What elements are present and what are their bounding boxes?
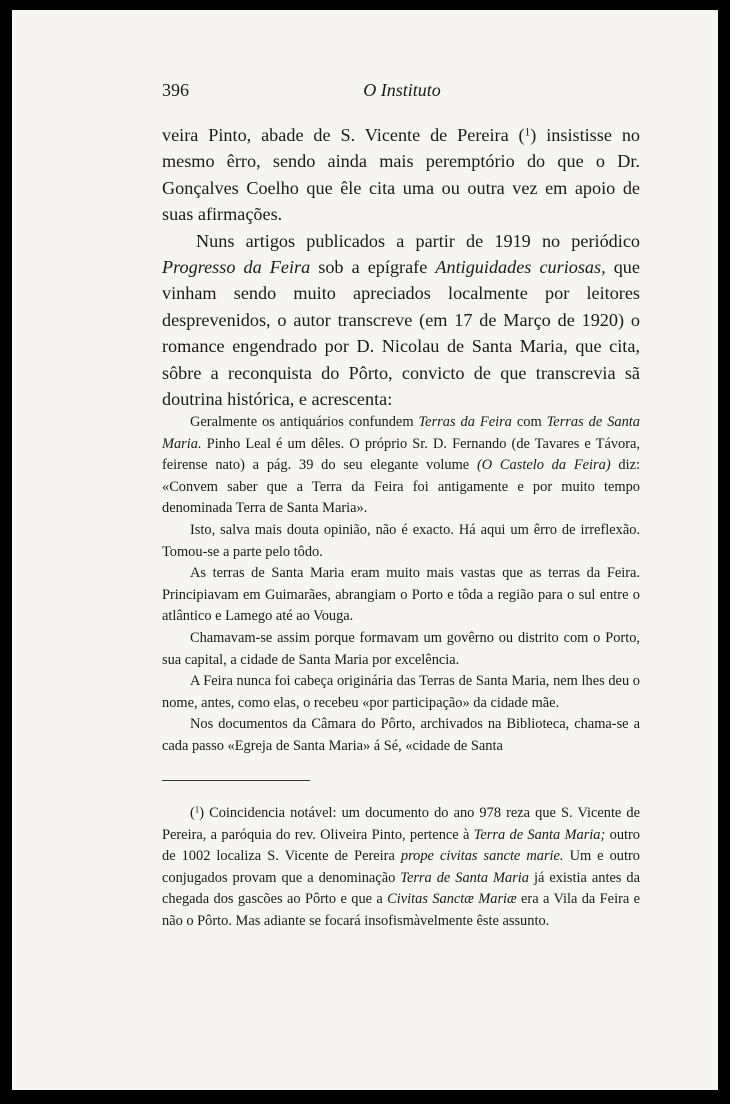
page-header — [162, 80, 642, 108]
footnote: ($^1$) Coincidencia notável: um documento do ano 978 reza que S. Vicente de Pereira, a paróquia do rev. Oliveira Pinto, pertence à Terra de Santa Maria; outro de 1002 localiza S. Vicente de Pereira prope civitas sancte marie. Um e outro conjugados provam que a denominação Terra de Santa Maria já existia antes da chegada dos gascões ao Pôrto e que a Civitas Sanctæ Mariæ era a Vila da Feira e não o Pôrto. Mas adiante se focará insofismàvelmente êste assunto. — [162, 804, 641, 929]
book-page — [12, 10, 718, 1090]
quote-paragraph-6: Nos documentos da Câmara do Pôrto, archivados na Biblioteca, chama-se a cada passo «Egreja de Santa Maria» á Sé, «cidade de Santa — [162, 716, 640, 754]
quote-paragraph-3: As terras de Santa Maria eram muito mais vastas que as terras da Feira. Principiavam em Guimarães, abrangiam o Porto e tôda a região para o sul entre o atlântico e Lamego até ao Vouga. — [162, 565, 640, 625]
paragraph-1: veira Pinto, abade de S. Vicente de Pereira ($^1$) insistisse no mesmo êrro, sendo ainda mais peremptório do que o Dr. Gonçalves Coelho que êle cita uma ou outra vez em apoio de suas afirmações. — [162, 125, 641, 225]
paragraph-2: Nuns artigos publicados a partir de 1919 no periódico Progresso da Feira sob a epígrafe Antiguidades curiosas, que vinham sendo muito apreciados localmente por leitores desprevenidos, o autor transcreve (em 17 de Março de 1920) o romance engendrado por D. Nicolau de Santa Maria, que cita, sôbre a reconquista do Pôrto, convicto de que transcrevia sã doutrina histórica, e acrescenta: — [162, 230, 640, 410]
quote-paragraph-5: A Feira nunca foi cabeça originária das Terras de Santa Maria, nem lhes deu o nome, antes, como elas, o recebeu «por participação» da cidade mãe. — [162, 673, 640, 711]
quote-paragraph-1: Geralmente os antiquários confundem Terras da Feira com Terras de Santa Maria. Pinho Leal é um dêles. O próprio Sr. D. Fernando (de Tavares e Távora, feirense nato) a pág. 39 do seu elegante volume (O Castelo da Feira) diz: «Convem saber que a Terra da Feira foi antigamente e por muito tempo denominada Terra de Santa Maria». — [162, 414, 641, 517]
quote-paragraph-4: Chamavam-se assim porque formavam um govêrno ou distrito com o Porto, sua capital, a cidade de Santa Maria por excelência. — [162, 629, 640, 668]
running-title: O Instituto — [363, 80, 441, 100]
footnote-divider — [162, 780, 310, 781]
footnote-ref[interactable]: 1 — [524, 126, 531, 139]
page-number: 396 — [162, 80, 189, 100]
main-text — [162, 122, 640, 412]
block-quote — [162, 412, 640, 758]
quote-paragraph-2: Isto, salva mais douta opinião, não é exacto. Há aqui um êrro de irreflexão. Tomou-se a parte pelo tôdo. — [162, 521, 640, 560]
